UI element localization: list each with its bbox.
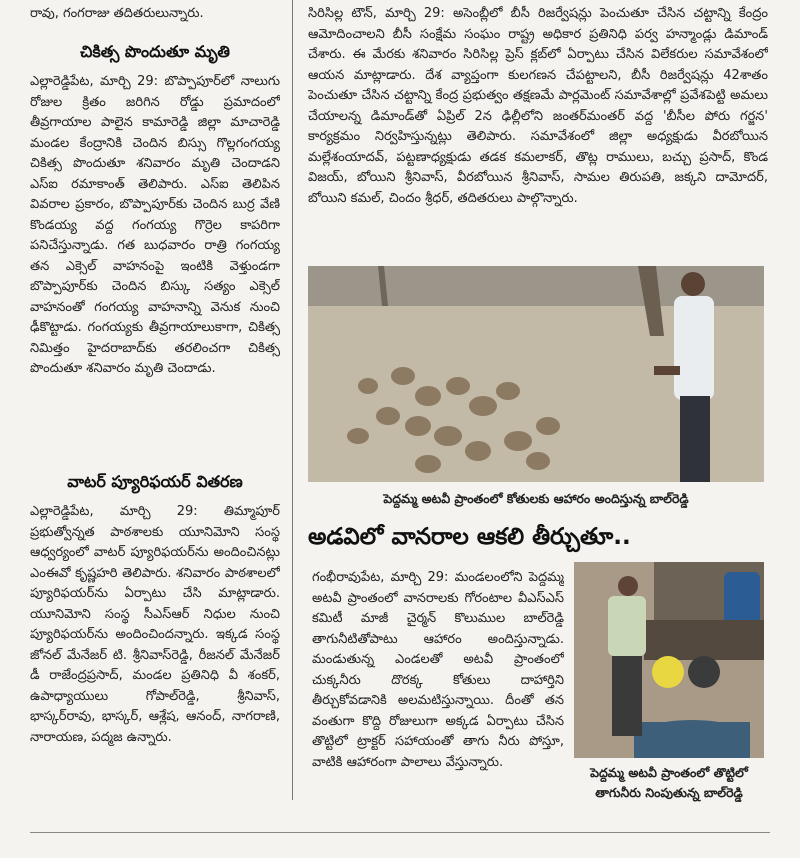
column-divider bbox=[292, 0, 293, 800]
story2-body: ఎల్లారెడ్డిపేట, మార్చి 29: తిమ్మాపూర్ ప్రభుత్వోన్నత పాఠశాలకు యూనిమోని సంస్థ ఆధ్వర్యంలో వాటర్ ప్యూరిఫయర్‌ను అందించినట్లు ఎంఈవో కృష్ణహరి తెలిపారు. శనివారం పాఠశాలలో ప్యూరిఫయర్‌ను ఏర్పాటు చేసి మాట్లాడారు. యూనిమోని సంస్థ సీఎస్ఆర్ నిధుల నుంచి ప్యూరిఫయర్‌ను అందించిందన్నారు. ఇక్కడ సంస్థ జోనల్ మేనేజర్ టి. శ్రీనివాస్‌రెడ్డి, రీజనల్ మేనేజర్ డీ రాజేంద్రప్రసాద్, మండల ప్రతినిధి వీ శంకర్, ఉపాధ్యాయులు గోపాల్‌రెడ్డి, శ్రీనివాస్, భాస్కర్‌రావు, భాస్కర్, ఆశ్లేష, ఆనంద్, నాగరాణి, నారాయణ, పద్మజ ఉన్నారు. bbox=[30, 504, 280, 745]
monkey-story-headline: అడవిలో వానరాల ఆకలి తీర్చుతూ.. bbox=[308, 524, 631, 550]
monkeys-photo bbox=[308, 266, 764, 482]
water-filling-photo-art bbox=[574, 562, 764, 758]
water-filling-photo bbox=[574, 562, 764, 758]
monkeys-photo-art bbox=[308, 266, 764, 482]
bottom-rule bbox=[30, 832, 770, 833]
monkey-story-body: గంభీరావుపేట, మార్చి 29: మండలంలోని పెద్దమ్మ అటవీ ప్రాంతంలో వానరాలకు గోరంటాల వీఎస్ఎస్ కమిటీ మాజీ చైర్మన్ కొలుముల బాల్‌రెడ్డి తాగునీటితోపాటు ఆహారం అందిస్తున్నాడు. మండుతున్న ఎండలతో అటవీ ప్రాంతంలో చుక్కనీరు దొరక్క కోతులు దాహార్తిని తీర్చుకోవడానికి అలమటిస్తున్నాయి. దీంతో తన వంతుగా కొద్ది రోజులుగా అక్కడ ఏర్పాటు చేసిన తొట్టిలో ట్రాక్టర్ సహాయంతో తాగు నీరు పోస్తూ, వాటికి ఆహారంగా పాలాలు వేస్తున్నారు. bbox=[312, 570, 564, 770]
story1-headline: చికిత్స పొందుతూ మృతి bbox=[80, 42, 230, 61]
story2-headline: వాటర్ ప్యూరిఫయర్ వితరణ bbox=[67, 472, 243, 491]
monkeys-photo-caption: పెద్దమ్మ అటవీ ప్రాంతంలో కోతులకు ఆహారం అందిస్తున్న బాల్‌రెడ్డి bbox=[383, 491, 689, 506]
left-top-fragment: రావు, గంగరాజు తదితరులున్నారు. bbox=[30, 6, 204, 21]
story1-body: ఎల్లారెడ్డిపేట, మార్చి 29: బొప్పాపూర్‌లో నాలుగు రోజుల క్రితం జరిగిన రోడ్డు ప్రమాదంలో తీవ్రగాయాల పాలైన కామారెడ్డి జిల్లా మాచారెడ్డి మండల కేంద్రానికి చెందిన బిస్సు గొల్లగంగయ్య చికిత్స పొందుతూ శనివారం మృతి చెందాడని ఎస్‌ఐ రమాకాంత్ తెలిపారు. ఎస్‌ఐ తెలిపిన వివరాల ప్రకారం, బొప్పాపూర్‌కు చెందిన బుర్ర వేణి కొండయ్య వద్ద గంగయ్య గొర్రెల కాపరిగా పనిచేస్తున్నాడు. గత బుధవారం రాత్రి గంగయ్య తన ఎక్సెల్ వాహనంపై ఇంటికి వెళ్తుండగా బొప్పాపూర్‌కు చెందిన బిస్కు సత్యం ఎక్సెల్ వాహనంతో గంగయ్య వాహనాన్ని వెనుక నుంచి ఢీకొట్టాడు. గంగయ్యకు తీవ్రగాయాలుకాగా, చికిత్స నిమిత్తం హైదరాబాద్‌కు తరలించగా చికిత్స పొందుతూ శనివారం మృతి చెందాడు. bbox=[30, 74, 280, 376]
water-filling-caption-line1: పెద్దమ్మ అటవీ ప్రాంతంలో తొట్టిలో bbox=[590, 765, 748, 780]
right-top-story: సిరిసిల్ల టౌన్, మార్చి 29: అసెంబ్లీలో బీసీ రిజర్వేషన్లు పెంచుతూ చేసిన చట్టాన్ని కేంద్రం ఆమోదించాలని బీసీ సంక్షేమ సంఘం రాష్ట్ర అధికార ప్రతినిధి పర్వ హన్మాండ్లు డిమాండ్ చేశారు. ఈ మేరకు శనివారం సిరిసిల్ల ప్రెస్ క్లబ్‌లో ఏర్పాటు చేసిన విలేకరుల సమావేశంలో ఆయన మాట్లాడారు. దేశ వ్యాప్తంగా కులగణన చేపట్టాలని, బీసీ రిజర్వేషన్లు 42శాతం పెంచుతూ చేసిన చట్టాన్ని కేంద్ర ప్రభుత్వం తక్షణమే పార్లమెంట్ సమావేశాల్లో ప్రవేశపెట్టి అమలు చేయాలన్న డిమాండ్‌తో ఏప్రిల్ 2న ఢిల్లీలోని జంతర్‌మంతర్ వద్ద 'బీసీల పోరు గర్జన' కార్యక్రమం నిర్వహిస్తున్నట్లు తెలిపారు. సమావేశంలో జిల్లా అధ్యక్షుడు వీరబోయిన మల్లేశంయాదవ్, పట్టణాధ్యక్షుడు తడక కమలాకర్, తొట్ల రాములు, బచ్చు ప్రసాద్, కొండ విజయ్, బోయిని శ్రీనివాస్, వీరబోయిన శ్రీనివాస్, సామల తిరుపతి, జక్కని దామోదర్, బోయిని కమల్, చిందం శ్రీధర్, తదితరులు పాల్గొన్నారు. bbox=[308, 6, 768, 206]
water-filling-caption-line2: తాగునీరు నింపుతున్న బాల్‌రెడ్డి bbox=[595, 785, 743, 800]
